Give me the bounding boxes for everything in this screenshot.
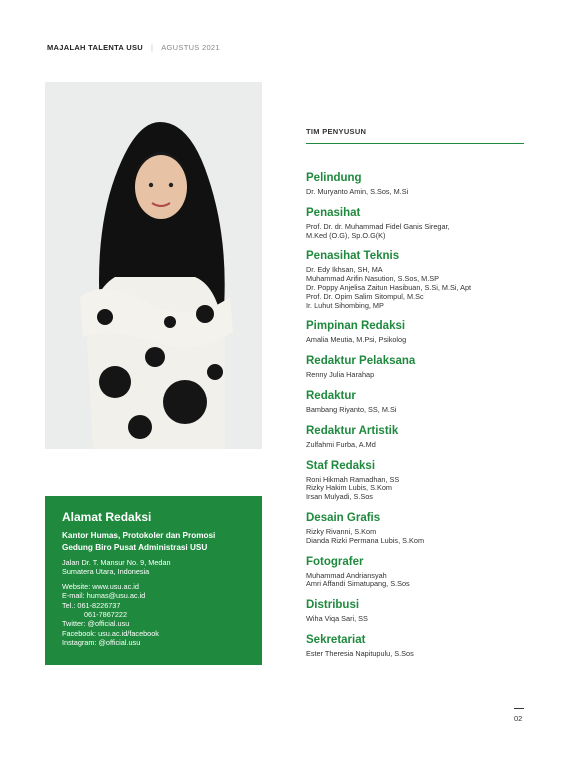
team-sections bbox=[306, 171, 524, 659]
role-title: Redaktur Pelaksana bbox=[306, 355, 416, 368]
issue-date: AGUSTUS 2021 bbox=[161, 43, 220, 52]
team-section bbox=[306, 424, 524, 450]
person-name: Rizky Rivanni, S.Kom bbox=[306, 526, 377, 536]
team-section bbox=[306, 249, 524, 310]
address-box bbox=[45, 496, 262, 665]
team-section bbox=[306, 459, 524, 502]
team-section bbox=[306, 511, 524, 546]
org-line: Gedung Biro Pusat Administrasi USU bbox=[62, 542, 208, 552]
green-divider bbox=[306, 143, 524, 144]
portrait-photo bbox=[45, 82, 262, 449]
person-name: Renny Julia Harahap bbox=[306, 370, 375, 380]
role-title: Pelindung bbox=[306, 172, 362, 184]
person-name: Ir. Luhut Sihombing, MP bbox=[306, 300, 384, 310]
role-title: Staf Redaksi bbox=[306, 459, 376, 472]
role-title: Sekretariat bbox=[306, 633, 366, 646]
team-label: TIM PENYUSUN bbox=[306, 127, 367, 136]
page-header bbox=[47, 43, 220, 52]
city-line: Sumatera Utara, Indonesia bbox=[62, 567, 150, 577]
person-name: Prof. Dr. dr. Muhammad Fidel Ganis Siregar, bbox=[306, 221, 450, 231]
person-name: Roni Hikmah Ramadhan, SS bbox=[306, 474, 400, 484]
page-number-dash bbox=[514, 708, 524, 709]
person-name: Muhammad Andriansyah bbox=[306, 570, 387, 580]
team-section bbox=[306, 206, 524, 241]
role-title: Distribusi bbox=[306, 599, 360, 612]
team-section bbox=[306, 171, 524, 197]
team-section bbox=[306, 555, 524, 590]
person-name: Dr. Poppy Anjelisa Zaitun Hasibuan, S.Si, M.Si, Apt bbox=[306, 282, 472, 292]
twitter-line: Twitter: @official.usu bbox=[62, 619, 130, 629]
role-title: Desain Grafis bbox=[306, 511, 381, 524]
page-number-text: 02 bbox=[514, 714, 523, 723]
role-title: Redaktur bbox=[306, 389, 356, 402]
person-name: M.Ked (O.G), Sp.O.G(K) bbox=[306, 230, 386, 240]
org-line: Kantor Humas, Protokoler dan Promosi bbox=[62, 531, 216, 540]
person-name: Amri Affandi Simatupang, S.Sos bbox=[306, 579, 410, 589]
role-title: Penasihat Teknis bbox=[306, 250, 400, 263]
role-title: Fotografer bbox=[306, 555, 364, 568]
website-line: Website: www.usu.ac.id bbox=[62, 581, 139, 591]
person-name: Rizky Hakim Lubis, S.Kom bbox=[306, 483, 392, 493]
page-number bbox=[514, 708, 524, 723]
person-name: Dr. Edy Ikhsan, SH, MA bbox=[306, 265, 383, 275]
team-section bbox=[306, 354, 524, 380]
person-name: Bambang Riyanto, SS, M.Si bbox=[306, 404, 397, 414]
header-divider: | bbox=[150, 43, 154, 52]
phone-line-2: 061-7867222 bbox=[84, 610, 128, 620]
team-column bbox=[306, 127, 524, 668]
person-name: Zulfahmi Furba, A.Md bbox=[306, 439, 376, 449]
facebook-line: Facebook: usu.ac.id/facebook bbox=[62, 628, 159, 638]
person-name: Ester Theresia Napitupulu, S.Sos bbox=[306, 648, 414, 658]
team-section bbox=[306, 319, 524, 345]
role-title: Redaktur Artistik bbox=[306, 424, 399, 437]
person-name: Dianda Rizki Permana Lubis, S.Kom bbox=[306, 535, 425, 545]
magazine-name: MAJALAH TALENTA USU bbox=[47, 43, 143, 52]
team-section bbox=[306, 389, 524, 415]
phone-line: Tel.: 061-8226737 bbox=[62, 600, 121, 610]
person-name: Dr. Muryanto Amin, S.Sos, M.Si bbox=[306, 187, 409, 196]
team-section bbox=[306, 633, 524, 659]
address-title: Alamat Redaksi bbox=[62, 510, 152, 524]
person-name: Muhammad Arifin Nasution, S.Sos, M.SP bbox=[306, 274, 440, 284]
email-line: E-mail: humas@usu.ac.id bbox=[62, 591, 146, 601]
street-line: Jalan Dr. T. Mansur No. 9, Medan bbox=[62, 558, 171, 567]
address-org bbox=[62, 530, 262, 553]
person-name: Prof. Dr. Opim Salim Sitompul, M.Sc bbox=[306, 291, 424, 301]
instagram-line: Instagram: @official.usu bbox=[62, 638, 141, 648]
team-section bbox=[306, 598, 524, 624]
role-title: Pimpinan Redaksi bbox=[306, 320, 406, 333]
person-name: Wiha Viqa Sari, SS bbox=[306, 614, 368, 624]
role-title: Penasihat bbox=[306, 206, 361, 219]
person-name: Irsan Mulyadi, S.Sos bbox=[306, 492, 373, 502]
person-name: Amalia Meutia, M.Psi, Psikolog bbox=[306, 335, 407, 345]
